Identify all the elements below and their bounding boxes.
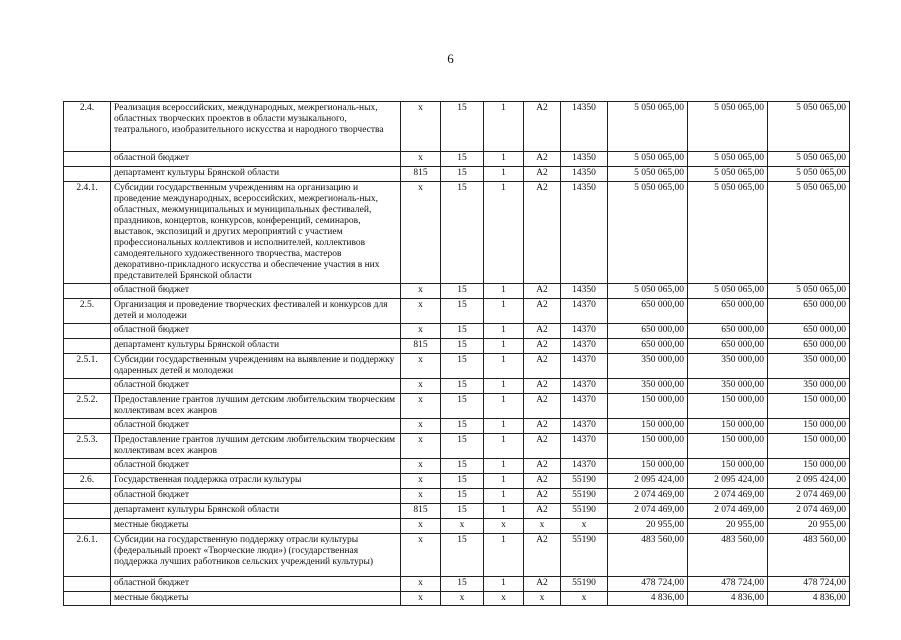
section-code: 15 — [441, 182, 484, 284]
row-number: 2.6.1. — [64, 534, 111, 577]
target-code: А2 — [524, 534, 561, 577]
target-code: А2 — [524, 577, 561, 592]
amount-year-3: 20 955,00 — [768, 519, 850, 534]
row-number — [64, 459, 111, 474]
table-row — [64, 474, 850, 489]
table-row — [64, 592, 850, 606]
section-code: 15 — [441, 324, 484, 339]
row-name: Реализация всероссийских, международных, межрегиональ-ных, областных творческих проектов в области музыкального, театрального, изобразительного искусства и народного творчества — [111, 102, 401, 152]
direction-code: 14350 — [561, 167, 608, 182]
table-row — [64, 379, 850, 394]
subsection-code: 1 — [484, 284, 524, 299]
amount-year-2: 350 000,00 — [688, 354, 768, 379]
section-code: 15 — [441, 102, 484, 152]
section-code: 15 — [441, 419, 484, 434]
amount-year-2: 150 000,00 — [688, 394, 768, 419]
row-number — [64, 379, 111, 394]
amount-year-1: 483 560,00 — [608, 534, 688, 577]
subsection-code: 1 — [484, 339, 524, 354]
amount-year-3: 350 000,00 — [768, 379, 850, 394]
direction-code: 14370 — [561, 324, 608, 339]
admin-code: х — [401, 534, 441, 577]
target-code: х — [524, 519, 561, 534]
amount-year-2: 20 955,00 — [688, 519, 768, 534]
admin-code: х — [401, 324, 441, 339]
table-row — [64, 102, 850, 152]
amount-year-2: 2 074 469,00 — [688, 504, 768, 519]
amount-year-1: 20 955,00 — [608, 519, 688, 534]
amount-year-1: 5 050 065,00 — [608, 102, 688, 152]
table-row — [64, 534, 850, 577]
table-row — [64, 354, 850, 379]
row-name: департамент культуры Брянской области — [111, 167, 401, 182]
row-number — [64, 419, 111, 434]
subsection-code: 1 — [484, 182, 524, 284]
row-number: 2.5. — [64, 299, 111, 324]
table-row — [64, 324, 850, 339]
subsection-code: 1 — [484, 577, 524, 592]
amount-year-1: 650 000,00 — [608, 299, 688, 324]
amount-year-3: 650 000,00 — [768, 339, 850, 354]
amount-year-3: 5 050 065,00 — [768, 167, 850, 182]
row-number: 2.4. — [64, 102, 111, 152]
amount-year-2: 5 050 065,00 — [688, 182, 768, 284]
amount-year-3: 350 000,00 — [768, 354, 850, 379]
budget-table — [63, 101, 850, 606]
table-row — [64, 434, 850, 459]
amount-year-3: 5 050 065,00 — [768, 152, 850, 167]
amount-year-2: 4 836,00 — [688, 592, 768, 606]
section-code: 15 — [441, 504, 484, 519]
direction-code: 14370 — [561, 394, 608, 419]
direction-code: 14370 — [561, 299, 608, 324]
target-code: А2 — [524, 354, 561, 379]
row-number — [64, 324, 111, 339]
amount-year-2: 5 050 065,00 — [688, 284, 768, 299]
row-number — [64, 284, 111, 299]
admin-code: х — [401, 519, 441, 534]
amount-year-3: 650 000,00 — [768, 299, 850, 324]
target-code: А2 — [524, 434, 561, 459]
target-code: А2 — [524, 299, 561, 324]
table-row — [64, 519, 850, 534]
amount-year-1: 350 000,00 — [608, 379, 688, 394]
direction-code: 14370 — [561, 434, 608, 459]
amount-year-3: 5 050 065,00 — [768, 182, 850, 284]
subsection-code: 1 — [484, 102, 524, 152]
amount-year-1: 150 000,00 — [608, 419, 688, 434]
direction-code: х — [561, 592, 608, 606]
amount-year-1: 5 050 065,00 — [608, 284, 688, 299]
target-code: А2 — [524, 339, 561, 354]
subsection-code: 1 — [484, 152, 524, 167]
amount-year-2: 483 560,00 — [688, 534, 768, 577]
row-number — [64, 167, 111, 182]
amount-year-1: 2 074 469,00 — [608, 489, 688, 504]
amount-year-3: 5 050 065,00 — [768, 284, 850, 299]
row-name: областной бюджет — [111, 459, 401, 474]
table-body — [64, 102, 850, 606]
table-row — [64, 167, 850, 182]
amount-year-3: 5 050 065,00 — [768, 102, 850, 152]
section-code: х — [441, 519, 484, 534]
amount-year-1: 478 724,00 — [608, 577, 688, 592]
target-code: А2 — [524, 459, 561, 474]
amount-year-2: 650 000,00 — [688, 299, 768, 324]
row-name: Субсидии на государственную поддержку отрасли культуры (федеральный проект «Творческие люди») (государственная поддержка лучших работников сельских учреждений культуры) — [111, 534, 401, 577]
row-name: областной бюджет — [111, 324, 401, 339]
target-code: А2 — [524, 489, 561, 504]
table-row — [64, 419, 850, 434]
amount-year-3: 2 074 469,00 — [768, 504, 850, 519]
amount-year-1: 350 000,00 — [608, 354, 688, 379]
amount-year-1: 5 050 065,00 — [608, 152, 688, 167]
row-name: Субсидии государственным учреждениям на организацию и проведение международных, всероссийских, межрегиональ-ных, областных, межмуниципальных и муниципальных фестивалей, праздников, концертов, конкурсов, конференций, семинаров, выставок, экспозиций и других мероприятий с участием профессиональных коллективов и исполнителей, коллективов самодеятельного художественного творчества, мастеров декоративно-прикладного искусства и обеспечение участия в них представителей Брянской области — [111, 182, 401, 284]
row-number — [64, 592, 111, 606]
admin-code: х — [401, 577, 441, 592]
target-code: А2 — [524, 182, 561, 284]
row-number: 2.5.1. — [64, 354, 111, 379]
table-row — [64, 504, 850, 519]
direction-code: 14370 — [561, 419, 608, 434]
target-code: А2 — [524, 379, 561, 394]
direction-code: 55190 — [561, 534, 608, 577]
target-code: А2 — [524, 324, 561, 339]
target-code: А2 — [524, 394, 561, 419]
subsection-code: х — [484, 519, 524, 534]
admin-code: х — [401, 489, 441, 504]
target-code: А2 — [524, 167, 561, 182]
amount-year-1: 5 050 065,00 — [608, 167, 688, 182]
row-number — [64, 152, 111, 167]
target-code: А2 — [524, 284, 561, 299]
amount-year-3: 478 724,00 — [768, 577, 850, 592]
amount-year-2: 2 095 424,00 — [688, 474, 768, 489]
direction-code: 55190 — [561, 489, 608, 504]
subsection-code: 1 — [484, 379, 524, 394]
target-code: А2 — [524, 504, 561, 519]
row-name: областной бюджет — [111, 284, 401, 299]
amount-year-1: 2 095 424,00 — [608, 474, 688, 489]
direction-code: 14350 — [561, 182, 608, 284]
section-code: 15 — [441, 379, 484, 394]
direction-code: 14350 — [561, 102, 608, 152]
row-name: местные бюджеты — [111, 519, 401, 534]
amount-year-2: 150 000,00 — [688, 419, 768, 434]
amount-year-2: 478 724,00 — [688, 577, 768, 592]
row-number — [64, 504, 111, 519]
amount-year-1: 650 000,00 — [608, 339, 688, 354]
page-number: 6 — [447, 51, 454, 66]
amount-year-1: 5 050 065,00 — [608, 182, 688, 284]
direction-code: 55190 — [561, 474, 608, 489]
direction-code: 55190 — [561, 577, 608, 592]
row-name: областной бюджет — [111, 379, 401, 394]
amount-year-3: 4 836,00 — [768, 592, 850, 606]
target-code: А2 — [524, 102, 561, 152]
row-number — [64, 489, 111, 504]
section-code: 15 — [441, 299, 484, 324]
admin-code: х — [401, 592, 441, 606]
subsection-code: 1 — [484, 354, 524, 379]
row-number — [64, 519, 111, 534]
admin-code: х — [401, 419, 441, 434]
subsection-code: 1 — [484, 167, 524, 182]
amount-year-3: 2 095 424,00 — [768, 474, 850, 489]
amount-year-1: 150 000,00 — [608, 434, 688, 459]
row-name: Предоставление грантов лучшим детским любительским творческим коллективам всех жанров — [111, 434, 401, 459]
table-row — [64, 577, 850, 592]
amount-year-2: 150 000,00 — [688, 459, 768, 474]
target-code: А2 — [524, 152, 561, 167]
table-row — [64, 152, 850, 167]
admin-code: х — [401, 474, 441, 489]
row-name: Организация и проведение творческих фестивалей и конкурсов для детей и молодежи — [111, 299, 401, 324]
section-code: 15 — [441, 577, 484, 592]
section-code: 15 — [441, 152, 484, 167]
table-row — [64, 339, 850, 354]
direction-code: х — [561, 519, 608, 534]
section-code: 15 — [441, 459, 484, 474]
direction-code: 55190 — [561, 504, 608, 519]
target-code: А2 — [524, 419, 561, 434]
admin-code: 815 — [401, 504, 441, 519]
amount-year-1: 4 836,00 — [608, 592, 688, 606]
direction-code: 14350 — [561, 284, 608, 299]
amount-year-1: 150 000,00 — [608, 394, 688, 419]
row-number: 2.5.2. — [64, 394, 111, 419]
table-row — [64, 299, 850, 324]
row-number: 2.6. — [64, 474, 111, 489]
subsection-code: 1 — [484, 394, 524, 419]
amount-year-2: 650 000,00 — [688, 324, 768, 339]
amount-year-3: 150 000,00 — [768, 459, 850, 474]
subsection-code: 1 — [484, 434, 524, 459]
subsection-code: 1 — [484, 459, 524, 474]
row-name: Предоставление грантов лучшим детским любительским творческим коллективам всех жанров — [111, 394, 401, 419]
target-code: А2 — [524, 474, 561, 489]
subsection-code: 1 — [484, 534, 524, 577]
direction-code: 14370 — [561, 459, 608, 474]
amount-year-1: 2 074 469,00 — [608, 504, 688, 519]
table-row — [64, 489, 850, 504]
row-name: областной бюджет — [111, 489, 401, 504]
admin-code: х — [401, 459, 441, 474]
section-code: 15 — [441, 474, 484, 489]
admin-code: х — [401, 394, 441, 419]
row-number: 2.5.3. — [64, 434, 111, 459]
amount-year-2: 650 000,00 — [688, 339, 768, 354]
subsection-code: 1 — [484, 299, 524, 324]
row-name: областной бюджет — [111, 419, 401, 434]
amount-year-3: 650 000,00 — [768, 324, 850, 339]
amount-year-3: 483 560,00 — [768, 534, 850, 577]
section-code: 15 — [441, 284, 484, 299]
section-code: 15 — [441, 339, 484, 354]
admin-code: х — [401, 182, 441, 284]
section-code: х — [441, 592, 484, 606]
row-number — [64, 577, 111, 592]
row-name: Государственная поддержка отрасли культуры — [111, 474, 401, 489]
amount-year-2: 2 074 469,00 — [688, 489, 768, 504]
amount-year-2: 5 050 065,00 — [688, 167, 768, 182]
section-code: 15 — [441, 534, 484, 577]
section-code: 15 — [441, 354, 484, 379]
row-name: департамент культуры Брянской области — [111, 504, 401, 519]
target-code: х — [524, 592, 561, 606]
admin-code: 815 — [401, 167, 441, 182]
table-row — [64, 182, 850, 284]
row-name: местные бюджеты — [111, 592, 401, 606]
direction-code: 14370 — [561, 339, 608, 354]
subsection-code: 1 — [484, 474, 524, 489]
amount-year-2: 5 050 065,00 — [688, 102, 768, 152]
amount-year-3: 150 000,00 — [768, 434, 850, 459]
amount-year-1: 650 000,00 — [608, 324, 688, 339]
admin-code: х — [401, 434, 441, 459]
amount-year-3: 150 000,00 — [768, 394, 850, 419]
amount-year-2: 350 000,00 — [688, 379, 768, 394]
subsection-code: 1 — [484, 419, 524, 434]
amount-year-1: 150 000,00 — [608, 459, 688, 474]
row-name: областной бюджет — [111, 152, 401, 167]
section-code: 15 — [441, 394, 484, 419]
section-code: 15 — [441, 434, 484, 459]
amount-year-3: 150 000,00 — [768, 419, 850, 434]
amount-year-2: 150 000,00 — [688, 434, 768, 459]
direction-code: 14370 — [561, 354, 608, 379]
admin-code: х — [401, 379, 441, 394]
direction-code: 14370 — [561, 379, 608, 394]
subsection-code: 1 — [484, 489, 524, 504]
admin-code: 815 — [401, 339, 441, 354]
table-row — [64, 284, 850, 299]
row-number: 2.4.1. — [64, 182, 111, 284]
admin-code: х — [401, 354, 441, 379]
subsection-code: 1 — [484, 324, 524, 339]
admin-code: х — [401, 284, 441, 299]
section-code: 15 — [441, 489, 484, 504]
row-name: Субсидии государственным учреждениям на выявление и поддержку одаренных детей и молодежи — [111, 354, 401, 379]
subsection-code: 1 — [484, 504, 524, 519]
amount-year-2: 5 050 065,00 — [688, 152, 768, 167]
amount-year-3: 2 074 469,00 — [768, 489, 850, 504]
table-row — [64, 459, 850, 474]
admin-code: х — [401, 299, 441, 324]
table-row — [64, 394, 850, 419]
direction-code: 14350 — [561, 152, 608, 167]
section-code: 15 — [441, 167, 484, 182]
subsection-code: х — [484, 592, 524, 606]
admin-code: х — [401, 102, 441, 152]
row-number — [64, 339, 111, 354]
row-name: департамент культуры Брянской области — [111, 339, 401, 354]
row-name: областной бюджет — [111, 577, 401, 592]
admin-code: х — [401, 152, 441, 167]
